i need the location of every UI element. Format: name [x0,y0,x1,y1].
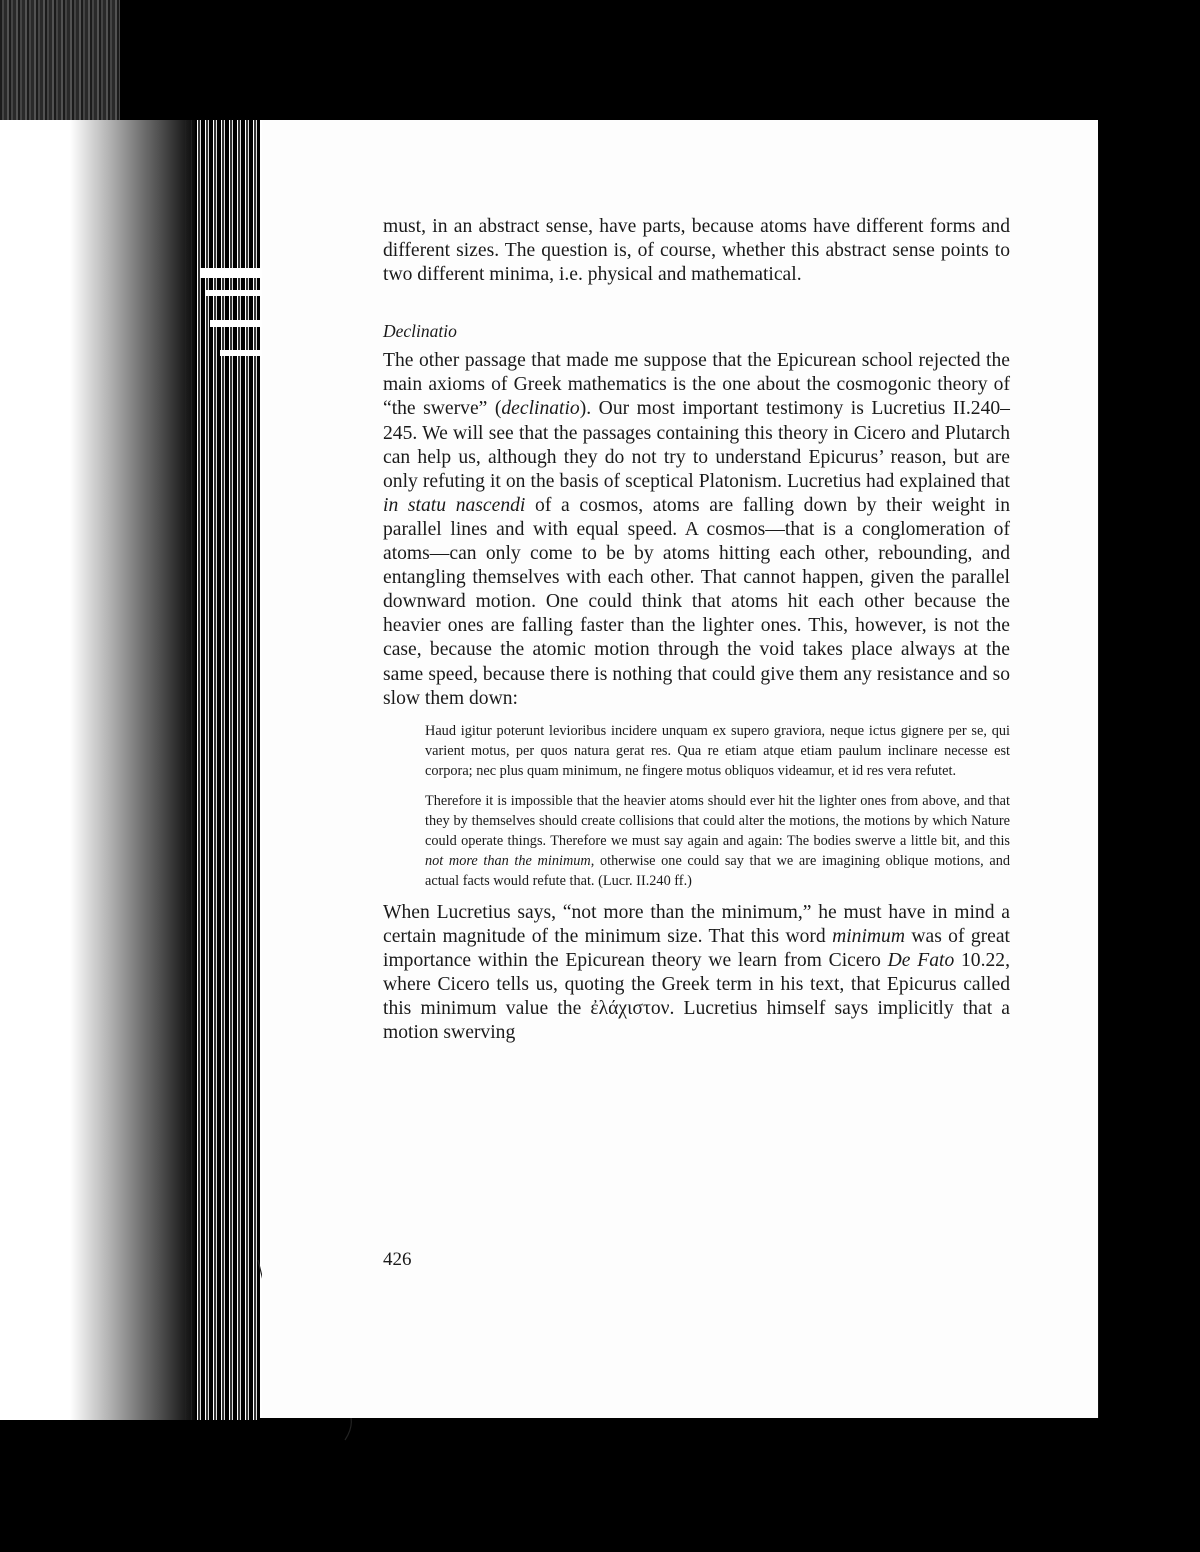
scan-border-right [1098,120,1200,1420]
scan-border-top [0,0,1200,120]
paragraph-2-italic-2: in statu nascendi [383,494,526,516]
paragraph-2-text-1: The other passage that made me suppose that the Epicurean school rejected the main axioms of Greek mathematics is the one about the cosmogonic theory of “the swerve” ( [383,350,1010,420]
block-quote [425,721,1010,891]
quote-translation-text-2: otherwise one could say that we are imagining oblique motions, and actual facts would refute that. (Lucr. II.240 ff.) [425,852,1010,889]
paragraph-3-italic-1: minimum [832,925,905,947]
paragraph-2 [383,349,1010,710]
paragraph-3 [383,901,1010,1046]
paragraph-2-italic-1: declinatio [501,398,580,420]
quote-translation-italic: not more than the minimum, [425,852,595,869]
quote-translation [425,791,1010,891]
scan-noise-top-left [0,0,120,120]
binding-gutter-lines [195,120,260,1420]
scan-border-bottom [0,1418,1200,1552]
paragraph-2-text-2: ). Our most important testimony is Lucretius II.240–245. We will see that the passages containing this theory in Cicero and Plutarch can help us, although they do not try to understand Epicurus’ reason, but are only refuting it on the basis of sceptical Platonism. Lucretius had explained that [383,398,1010,492]
paragraph-3-text-3: 10.22, where Cicero tells us, quoting the Greek term in his text, that Epicurus called this minimum value the ἐλάχιστον. Lucretius himself says implicitly that a motion swerving [383,949,1010,1044]
paragraph-1: must, in an abstract sense, have parts, because atoms have different forms and different sizes. The question is, of course, whether this abstract sense points to two different minima, i.e. physical and mathematical. [383,216,1010,286]
paragraph-3-text-1: When Lucretius says, “not more than the minimum,” he must have in mind a certain magnitude of the minimum size. That this word [383,901,1010,947]
section-heading: Declinatio [383,321,457,342]
paragraph-3-text-2: was of great importance within the Epicurean theory we learn from Cicero [383,925,1010,971]
page-number: 426 [383,1249,412,1270]
quote-latin: Haud igitur poterunt levioribus incidere unquam ex supero graviora, neque ictus gignere per se, qui varient motus, per quos natura gerat res. Qua re etiam atque etiam paulum inclinare necesse est corpora; nec plus quam minimum, ne fingere motus obliquos videamur, et id res vera refutet. [425,722,1010,779]
paragraph-3-italic-2: De Fato [887,949,955,971]
binding-fade [0,120,200,1420]
quote-translation-text-1: Therefore it is impossible that the heavier atoms should ever hit the lighter ones from above, and that they by themselves should create collisions that could alter the motions, the motions by which Nature could operate things. Therefore we must say again and again: The bodies swerve a little bit, and this [425,792,1010,849]
text-column [383,215,1010,1045]
paragraph-2-text-3: of a cosmos, atoms are falling down by their weight in parallel lines and with equal speed. A cosmos—that is a conglomeration of atoms—can only come to be by atoms hitting each other, rebounding, and entangling themselves with each other. That cannot happen, given the parallel downward motion. One could think that atoms hit each other because the heavier ones are falling faster than the lighter ones. This, however, is not the case, because the atomic motion through the void takes place always at the same speed, because there is nothing that could give them any resistance and so slow them down: [383,494,1010,709]
